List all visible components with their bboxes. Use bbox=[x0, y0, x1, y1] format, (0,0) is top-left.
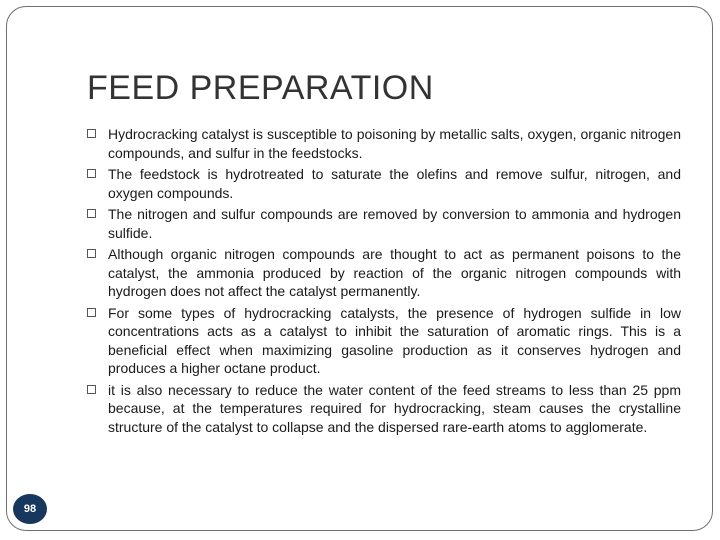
bullet-item bbox=[87, 125, 681, 162]
page-number-badge bbox=[13, 494, 47, 524]
square-bullet-icon bbox=[87, 209, 96, 218]
bullet-text: For some types of hydrocracking catalysts, the presence of hydrogen sulfide in low concentrations acts as a catalyst to inhibit the saturation of aromatic rings. This is a beneficial effect when maximizing gasoline production as it conserves hydrogen and produces a higher octane product. bbox=[108, 304, 681, 376]
bullet-text: Although organic nitrogen compounds are thought to act as permanent poisons to the catalyst, the ammonia produced by reaction of the organic nitrogen compounds with hydrogen does not affect the catalyst permanently. bbox=[108, 246, 681, 299]
bullet-text: The feedstock is hydrotreated to saturate the olefins and remove sulfur, nitrogen, and oxygen compounds. bbox=[108, 166, 681, 201]
bullet-item bbox=[87, 165, 681, 202]
bullet-text: it is also necessary to reduce the water content of the feed streams to less than 25 ppm because, at the temperatures required for hydrocracking, steam causes the crystalline structure of the catalyst to collapse and the dispersed rare-earth atoms to agglomerate. bbox=[108, 381, 681, 435]
square-bullet-icon bbox=[87, 169, 96, 178]
slide-title: FEED PREPARATION bbox=[87, 69, 434, 107]
square-bullet-icon bbox=[87, 129, 96, 138]
page-number: 98 bbox=[23, 503, 37, 515]
bullet-item bbox=[87, 304, 681, 378]
square-bullet-icon bbox=[87, 385, 96, 394]
bullet-text: Hydrocracking catalyst is susceptible to poisoning by metallic salts, oxygen, organic nitrogen compounds, and sulfur in the feedstocks. bbox=[108, 126, 681, 161]
square-bullet-icon bbox=[87, 249, 96, 258]
bullet-item bbox=[87, 245, 681, 301]
slide-frame bbox=[6, 6, 713, 531]
bullet-item bbox=[87, 205, 681, 242]
square-bullet-icon bbox=[87, 308, 96, 317]
bullet-item bbox=[87, 381, 681, 437]
bullet-text: The nitrogen and sulfur compounds are removed by conversion to ammonia and hydrogen sulfide. bbox=[108, 206, 681, 241]
bullet-list bbox=[87, 125, 681, 439]
